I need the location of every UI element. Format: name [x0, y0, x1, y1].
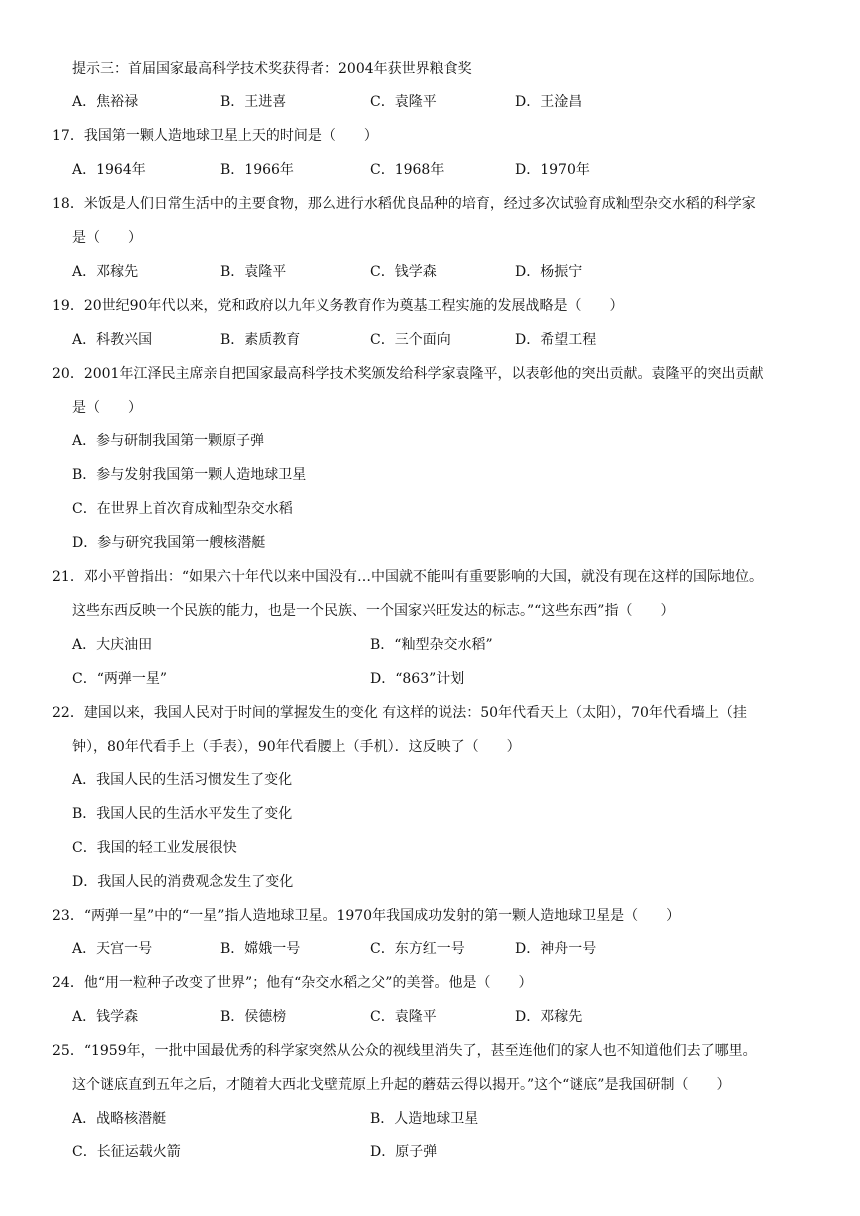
question-18-cont: 是（ ） — [72, 230, 142, 246]
question-25: 25．“1959年，一批中国最优秀的科学家突然从公众的视线里消失了，甚至连他们的家人也不知道他们去了哪里。 — [52, 1043, 757, 1059]
question-24: 24．他“用一粒种子改变了世界”；他有“杂交水稻之父”的美誉。他是（ ） — [52, 975, 533, 991]
q20-option-a: A．参与研制我国第一颗原子弹 — [72, 433, 265, 449]
question-20: 20．2001年江泽民主席亲自把国家最高科学技术奖颁发给科学家袁隆平，以表彰他的突出贡献。袁隆平的突出贡献 — [52, 366, 764, 382]
q17-option-a: A．1964年 — [72, 162, 146, 178]
q20-option-d: D．参与研究我国第一艘核潜艇 — [72, 535, 266, 551]
q18-option-a: A．邓稼先 — [72, 264, 139, 280]
q23-option-d: D．神舟一号 — [515, 941, 597, 957]
question-18: 18．米饭是人们日常生活中的主要食物，那么进行水稻优良品种的培育，经过多次试验育成籼型杂交水稻的科学家 — [52, 196, 756, 212]
q25-option-d: D．原子弹 — [370, 1144, 438, 1160]
question-23: 23．“两弹一星”中的“一星”指人造地球卫星。1970年我国成功发射的第一颗人造地球卫星是（ ） — [52, 908, 681, 924]
question-22: 22．建国以来，我国人民对于时间的掌握发生的变化 有这样的说法：50年代看天上（太阳），70年代看墙上（挂 — [52, 705, 747, 721]
q18-option-b: B．袁隆平 — [220, 264, 287, 280]
q20-option-c: C．在世界上首次育成籼型杂交水稻 — [72, 501, 293, 517]
q25-option-c: C．长征运载火箭 — [72, 1144, 181, 1160]
q24-option-c: C．袁隆平 — [370, 1009, 437, 1025]
q25-option-b: B．人造地球卫星 — [370, 1111, 479, 1127]
question-25-cont: 这个谜底直到五年之后，才随着大西北戈壁荒原上升起的蘑菇云得以揭开。”这个“谜底”是我国研制（ ） — [72, 1077, 731, 1093]
q18-option-d: D．杨振宁 — [515, 264, 583, 280]
q21-option-c: C．“两弹一星” — [72, 671, 168, 687]
q22-option-d: D．我国人民的消费观念发生了变化 — [72, 874, 294, 890]
q23-option-b: B．嫦娥一号 — [220, 941, 301, 957]
hint-3-option-a: A．焦裕禄 — [72, 94, 139, 110]
q25-option-a: A．战略核潜艇 — [72, 1111, 167, 1127]
q22-option-a: A．我国人民的生活习惯发生了变化 — [72, 772, 293, 788]
q17-option-c: C．1968年 — [370, 162, 445, 178]
question-21: 21．邓小平曾指出：“如果六十年代以来中国没有…中国就不能叫有重要影响的大国，就没有现在这样的国际地位。 — [52, 569, 763, 585]
hint-3-text: 提示三：首届国家最高科学技术奖获得者：2004年获世界粮食奖 — [72, 61, 472, 77]
question-17: 17．我国第一颗人造地球卫星上天的时间是（ ） — [52, 128, 378, 144]
question-22-cont: 钟），80年代看手上（手表），90年代看腰上（手机）．这反映了（ ） — [72, 739, 521, 755]
q23-option-a: A．天宫一号 — [72, 941, 153, 957]
question-19: 19．20世纪90年代以来，党和政府以九年义务教育作为奠基工程实施的发展战略是（ ） — [52, 298, 624, 314]
q23-option-c: C．东方红一号 — [370, 941, 465, 957]
question-21-cont: 这些东西反映一个民族的能力，也是一个民族、一个国家兴旺发达的标志。”“这些东西”指（ ） — [72, 603, 675, 619]
q21-option-d: D．“863”计划 — [370, 671, 465, 687]
q20-option-b: B．参与发射我国第一颗人造地球卫星 — [72, 467, 307, 483]
hint-3-option-d: D．王淦昌 — [515, 94, 583, 110]
q19-option-c: C．三个面向 — [370, 332, 451, 348]
q19-option-d: D．希望工程 — [515, 332, 597, 348]
q24-option-a: A．钱学森 — [72, 1009, 139, 1025]
q17-option-b: B．1966年 — [220, 162, 294, 178]
question-20-cont: 是（ ） — [72, 400, 142, 416]
q21-option-a: A．大庆油田 — [72, 637, 153, 653]
hint-3-option-c: C．袁隆平 — [370, 94, 437, 110]
q17-option-d: D．1970年 — [515, 162, 590, 178]
hint-3-option-b: B．王进喜 — [220, 94, 287, 110]
q19-option-a: A．科教兴国 — [72, 332, 153, 348]
q19-option-b: B．素质教育 — [220, 332, 301, 348]
q22-option-b: B．我国人民的生活水平发生了变化 — [72, 806, 293, 822]
q24-option-d: D．邓稼先 — [515, 1009, 583, 1025]
q24-option-b: B．侯德榜 — [220, 1009, 287, 1025]
q21-option-b: B．“籼型杂交水稻” — [370, 637, 493, 653]
q22-option-c: C．我国的轻工业发展很快 — [72, 840, 237, 856]
q18-option-c: C．钱学森 — [370, 264, 437, 280]
